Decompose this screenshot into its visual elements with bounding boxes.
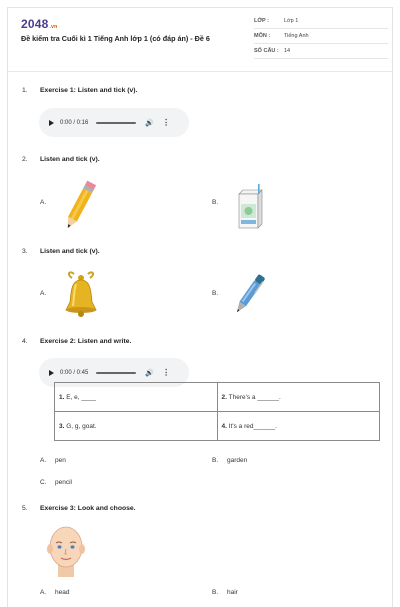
cell-text: E, e, ____ (66, 393, 96, 401)
cell-number: 2. (221, 393, 227, 401)
option-label[interactable]: A. (40, 589, 47, 596)
option-label[interactable]: B. (212, 290, 219, 297)
more-icon[interactable]: ⋮ (162, 118, 171, 127)
meta-key: MÔN : (254, 33, 271, 39)
document-header (8, 8, 392, 72)
logo-suffix: .vn (49, 24, 58, 30)
page-title: Đề kiểm tra Cuối kì 1 Tiếng Anh lớp 1 (có đáp án) - Đề 6 (21, 34, 210, 43)
bell-image (60, 270, 102, 318)
option-label[interactable]: A. (40, 457, 47, 464)
cell-text: It's a red______. (228, 422, 277, 430)
option-text: pencil (55, 479, 72, 486)
question-title: Listen and tick (v). (40, 248, 100, 255)
option-label[interactable]: B. (212, 199, 219, 206)
option-label[interactable]: B. (212, 457, 219, 464)
option-text: head (55, 589, 70, 596)
option-label[interactable]: A. (40, 290, 47, 297)
audio-time: 0:00 / 0:45 (60, 369, 89, 376)
play-icon[interactable] (49, 370, 54, 376)
question-number: 5. (22, 505, 28, 512)
table-cell (55, 412, 218, 441)
option-text: garden (227, 457, 248, 464)
question-number: 4. (22, 338, 28, 345)
audio-progress-bar[interactable] (96, 372, 136, 374)
option-text: hair (227, 589, 238, 596)
question-title: Exercise 2: Listen and write. (40, 338, 132, 345)
fill-in-table (54, 382, 380, 441)
cell-text: G, g, goat. (66, 422, 97, 430)
cell-number: 1. (59, 393, 65, 401)
cell-text: There's a ______. (228, 393, 281, 401)
table-cell (55, 383, 218, 412)
meta-value: 14 (284, 48, 291, 54)
cell-number: 4. (221, 422, 227, 430)
option-label[interactable]: A. (40, 199, 47, 206)
meta-value: Lớp 1 (284, 18, 299, 24)
meta-row-count (254, 45, 388, 59)
volume-icon[interactable]: 🔊 (145, 119, 155, 127)
question-number: 3. (22, 248, 28, 255)
table-row (55, 383, 380, 412)
audio-time: 0:00 / 0:16 (60, 119, 89, 126)
table-row (55, 412, 380, 441)
logo-text: 2048 (21, 17, 49, 31)
meta-key: SỐ CÂU : (254, 48, 279, 54)
option-label[interactable]: B. (212, 589, 219, 596)
play-icon[interactable] (49, 120, 54, 126)
question-title: Exercise 1: Listen and tick (v). (40, 87, 138, 94)
option-text: pen (55, 457, 66, 464)
site-logo[interactable] (21, 17, 57, 31)
table-cell (217, 412, 380, 441)
meta-key: LỚP : (254, 18, 269, 24)
pencil-image (60, 176, 100, 234)
bald-head-image (44, 523, 88, 579)
question-title: Exercise 3: Look and choose. (40, 505, 136, 512)
audio-progress-bar[interactable] (96, 122, 136, 124)
meta-row-subject (254, 30, 388, 44)
cell-number: 3. (59, 422, 65, 430)
audio-player[interactable] (39, 108, 189, 137)
document-page (7, 7, 393, 607)
volume-icon[interactable]: 🔊 (145, 369, 155, 377)
more-icon[interactable]: ⋮ (162, 368, 171, 377)
meta-value: Tiếng Anh (284, 33, 309, 39)
option-label[interactable]: C. (40, 479, 47, 486)
pen-image (231, 270, 267, 320)
milk-box-image (234, 184, 268, 232)
question-number: 2. (22, 156, 28, 163)
question-title: Listen and tick (v). (40, 156, 100, 163)
table-cell (217, 383, 380, 412)
question-number: 1. (22, 87, 28, 94)
meta-row-class (254, 15, 388, 29)
